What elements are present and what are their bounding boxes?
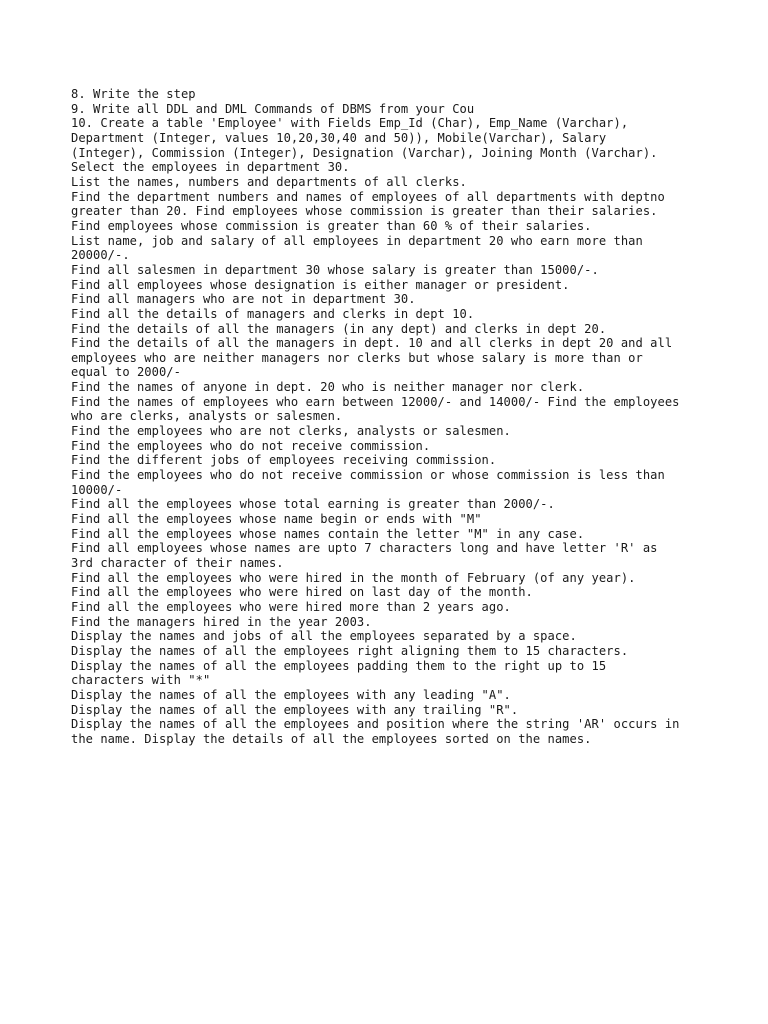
text-line: Display the names of all the employees with any trailing "R".	[71, 702, 519, 717]
text-line: the name. Display the details of all the employees sorted on the names.	[71, 731, 592, 746]
text-line: Find all the employees whose names contain the letter "M" in any case.	[71, 526, 585, 541]
text-line: List name, job and salary of all employees in department 20 who earn more than	[71, 233, 643, 248]
text-line: characters with "*"	[71, 673, 211, 688]
text-line: (Integer), Commission (Integer), Designation (Varchar), Joining Month (Varchar).	[71, 145, 658, 160]
text-line: who are clerks, analysts or salesmen.	[71, 409, 343, 424]
text-line: Find all employees whose names are upto 7 characters long and have letter 'R' as	[71, 541, 658, 556]
text-line: 8. Write the step	[71, 87, 196, 101]
text-line: Find all the employees whose total earning is greater than 2000/-.	[71, 497, 555, 512]
text-line: Find the different jobs of employees receiving commission.	[71, 453, 497, 468]
text-line: Find the names of employees who earn between 12000/- and 14000/- Find the employees	[71, 394, 680, 409]
text-line: List the names, numbers and departments of all clerks.	[71, 174, 467, 189]
text-line: Find the employees who do not receive commission.	[71, 438, 431, 453]
text-line: Find the details of all the managers (in any dept) and clerks in dept 20.	[71, 321, 607, 336]
text-line: Find the managers hired in the year 2003.	[71, 614, 372, 629]
text-line: Find all managers who are not in department 30.	[71, 292, 416, 307]
text-line: Find all employees whose designation is either manager or president.	[71, 277, 570, 292]
text-line: Display the names of all the employees right aligning them to 15 characters.	[71, 643, 629, 658]
text-line: Find the employees who do not receive commission or whose commission is less than	[71, 468, 665, 483]
text-line: Find all the employees whose name begin or ends with "M"	[71, 512, 482, 527]
text-line: Find the department numbers and names of employees of all departments with deptno	[71, 189, 665, 204]
text-line: 10. Create a table 'Employee' with Fields Emp_Id (Char), Emp_Name (Varchar),	[71, 116, 629, 131]
text-line: Find all the details of managers and clerks in dept 10.	[71, 306, 475, 321]
text-line: 9. Write all DDL and DML Commands of DBMS from your Cou	[71, 101, 475, 116]
text-line: 10000/-	[71, 482, 123, 497]
text-line: 20000/-.	[71, 248, 130, 263]
document-page	[71, 87, 731, 747]
text-line: employees who are neither managers nor clerks but whose salary is more than or	[71, 350, 643, 365]
text-line: Display the names of all the employees with any leading "A".	[71, 687, 511, 702]
text-line: equal to 2000/-	[71, 365, 181, 380]
text-line: Find the names of anyone in dept. 20 who is neither manager nor clerk.	[71, 380, 585, 395]
text-line: Display the names and jobs of all the employees separated by a space.	[71, 629, 577, 644]
text-line: Find all the employees who were hired in the month of February (of any year).	[71, 570, 636, 585]
text-line: Display the names of all the employees and position where the string 'AR' occurs in	[71, 717, 680, 732]
text-line: Find the details of all the managers in dept. 10 and all clerks in dept 20 and all	[71, 336, 673, 351]
text-line: 3rd character of their names.	[71, 556, 284, 570]
text-line: Find all the employees who were hired more than 2 years ago.	[71, 599, 511, 614]
text-line: Display the names of all the employees padding them to the right up to 15	[71, 658, 607, 673]
text-line: Find the employees who are not clerks, analysts or salesmen.	[71, 424, 511, 439]
text-line: Find all salesmen in department 30 whose salary is greater than 15000/-.	[71, 262, 599, 277]
text-line: Select the employees in department 30.	[71, 160, 350, 175]
text-line: greater than 20. Find employees whose commission is greater than their salaries.	[71, 204, 658, 219]
text-line: Find employees whose commission is greater than 60 % of their salaries.	[71, 218, 592, 233]
text-line: Department (Integer, values 10,20,30,40 and 50)), Mobile(Varchar), Salary	[71, 130, 607, 145]
text-line: Find all the employees who were hired on last day of the month.	[71, 585, 533, 600]
